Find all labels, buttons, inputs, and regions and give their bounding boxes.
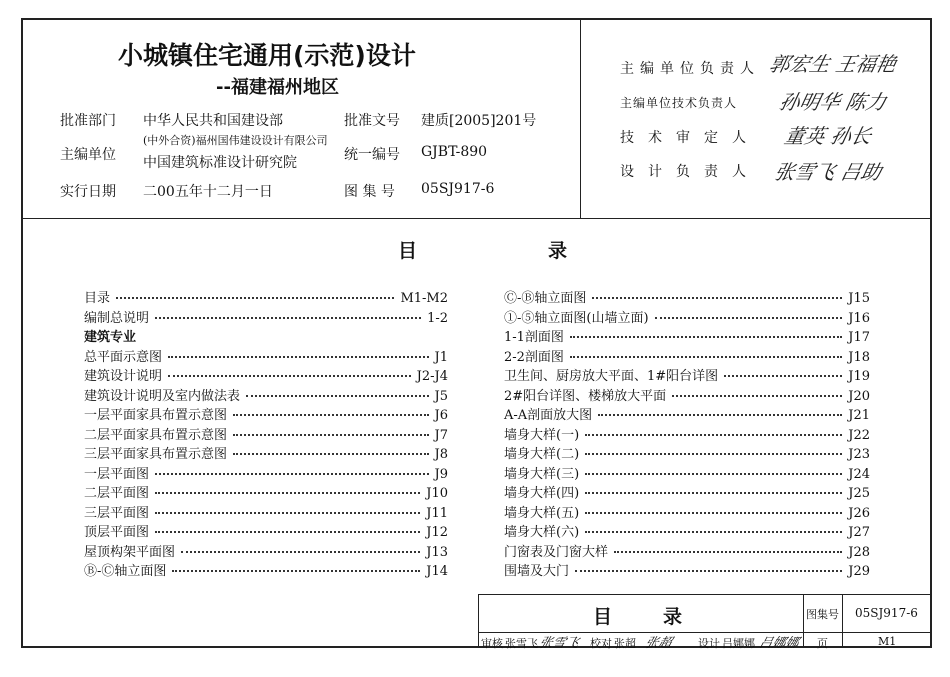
toc-dot-leader bbox=[116, 297, 394, 299]
toc-entry bbox=[504, 541, 870, 561]
toc-entry-page: J2-J4 bbox=[416, 369, 448, 384]
toc-entry-page: J9 bbox=[434, 466, 448, 482]
approval-doc-label: 批准文号 bbox=[344, 113, 400, 129]
check-label: 校对 bbox=[590, 637, 612, 650]
toc-dot-leader bbox=[585, 512, 842, 514]
toc-entry bbox=[504, 482, 870, 502]
toc-entry-page: J22 bbox=[848, 427, 870, 443]
toc-entry-page: J25 bbox=[848, 486, 870, 501]
toc-dot-leader bbox=[172, 570, 420, 572]
toc-entry bbox=[504, 365, 870, 385]
toc-entry bbox=[504, 385, 870, 405]
atlas-no-value: 05SJ917-6 bbox=[855, 606, 918, 620]
titleblock-divider-2 bbox=[842, 594, 843, 648]
toc-entry-title: 1-1剖面图 bbox=[504, 330, 564, 345]
toc-entry bbox=[504, 463, 870, 483]
toc-entry-title: 顶层平面图 bbox=[84, 525, 150, 540]
toc-entry-page: J23 bbox=[848, 447, 870, 462]
tech-head-signature: 孙明华 陈力 bbox=[777, 90, 889, 114]
titleblock-top-line bbox=[478, 594, 932, 595]
toc-section-title: 建筑专业 bbox=[84, 330, 137, 345]
tech-head-role: 主编单位技术负责人 bbox=[620, 96, 738, 110]
toc-entry-page: J19 bbox=[848, 369, 870, 384]
toc-entry-page: J1 bbox=[434, 349, 448, 365]
toc-entry-title: 三层平面家具布置示意图 bbox=[84, 447, 228, 462]
toc-entry-title: Ⓒ-Ⓑ轴立面图 bbox=[504, 291, 587, 306]
toc-entry-title: 建筑设计说明 bbox=[84, 369, 163, 384]
toc-dot-leader bbox=[672, 395, 842, 397]
toc-entry-title: 墙身大样(六) bbox=[504, 525, 580, 540]
titleblock-title-left: 目 bbox=[593, 606, 613, 628]
editor-unit-value-2: 中国建筑标准设计研究院 bbox=[143, 155, 297, 171]
toc-entry bbox=[504, 287, 870, 307]
toc-entry-title: 2-2剖面图 bbox=[504, 349, 564, 365]
titleblock-left-line bbox=[478, 594, 479, 648]
toc-entry-page: J29 bbox=[848, 564, 870, 579]
designer-signature: 吕娜娜 bbox=[757, 636, 801, 651]
effective-date-value: 二00五年十二月一日 bbox=[143, 184, 273, 200]
toc-entry bbox=[84, 287, 448, 307]
toc-dot-leader bbox=[592, 297, 842, 299]
toc-dot-leader bbox=[155, 317, 421, 319]
toc-entry-page: J24 bbox=[848, 466, 870, 482]
toc-entry bbox=[504, 502, 870, 522]
toc-entry bbox=[504, 443, 870, 463]
toc-entry-page: J15 bbox=[848, 291, 870, 306]
toc-entry-title: 门窗表及门窗大样 bbox=[504, 544, 609, 560]
unified-number-value: GJBT-890 bbox=[421, 144, 488, 160]
toc-entry bbox=[84, 521, 448, 541]
toc-entry bbox=[504, 307, 870, 327]
header-column-divider bbox=[580, 18, 581, 218]
toc-entry bbox=[84, 560, 448, 580]
approval-doc-value: 建质[2005]201号 bbox=[421, 113, 537, 129]
toc-entry bbox=[84, 463, 448, 483]
toc-dot-leader bbox=[655, 317, 843, 319]
atlas-no-label: 图集号 bbox=[806, 608, 839, 621]
toc-entry-page: J10 bbox=[426, 486, 448, 501]
design-label: 设计 bbox=[698, 637, 720, 650]
toc-dot-leader bbox=[155, 473, 429, 475]
toc-dot-leader bbox=[233, 434, 429, 436]
toc-entry-title: 围墙及大门 bbox=[504, 564, 570, 579]
titleblock-divider-1 bbox=[803, 594, 804, 648]
toc-entry bbox=[84, 404, 448, 424]
unified-number-label: 统一编号 bbox=[344, 147, 400, 163]
page-label: 页 bbox=[817, 637, 828, 650]
toc-heading-left: 目 bbox=[398, 240, 418, 262]
checker-signature: 张超 bbox=[643, 636, 674, 651]
toc-entry-title: 墙身大样(二) bbox=[504, 447, 580, 462]
header-divider bbox=[21, 218, 932, 219]
toc-dot-leader bbox=[181, 551, 420, 553]
toc-dot-leader bbox=[570, 336, 842, 338]
toc-entry-page: J26 bbox=[848, 505, 870, 521]
tech-review-signature: 董英 孙长 bbox=[782, 124, 874, 148]
toc-entry-title: 三层平面图 bbox=[84, 505, 150, 521]
page-value: M1 bbox=[878, 635, 897, 648]
toc-entry-page: J21 bbox=[848, 408, 870, 423]
toc-entry-page: J11 bbox=[426, 505, 448, 521]
toc-entry-title: 墙身大样(一) bbox=[504, 427, 580, 443]
titleblock-title-right: 录 bbox=[663, 606, 683, 628]
toc-entry bbox=[504, 326, 870, 346]
toc-dot-leader bbox=[168, 375, 411, 377]
toc-dot-leader bbox=[598, 414, 842, 416]
toc-dot-leader bbox=[575, 570, 842, 572]
toc-entry-title: 墙身大样(三) bbox=[504, 466, 580, 482]
checker-name: 张超 bbox=[614, 637, 636, 650]
toc-dot-leader bbox=[155, 531, 420, 533]
atlas-number-label: 图 集 号 bbox=[344, 184, 395, 200]
approval-department-value: 中华人民共和国建设部 bbox=[143, 113, 283, 129]
toc-entry bbox=[84, 346, 448, 366]
editor-unit-value-1: (中外合资)福州国伟建设设计有限公司 bbox=[143, 134, 328, 147]
toc-entry bbox=[84, 482, 448, 502]
document-subtitle: --福建福州地区 bbox=[216, 77, 339, 98]
toc-entry bbox=[84, 365, 448, 385]
toc-entry-title: 墙身大样(四) bbox=[504, 486, 580, 501]
toc-entry bbox=[504, 346, 870, 366]
toc-entry-title: 总平面示意图 bbox=[84, 349, 163, 365]
toc-dot-leader bbox=[585, 453, 842, 455]
toc-dot-leader bbox=[570, 356, 842, 358]
toc-dot-leader bbox=[246, 395, 429, 397]
toc-entry-title: 2#阳台详图、楼梯放大平面 bbox=[504, 388, 667, 404]
toc-dot-leader bbox=[233, 453, 429, 455]
toc-entry-title: 屋顶构架平面图 bbox=[84, 544, 176, 560]
editor-unit-head-role: 主编单位负责人 bbox=[620, 61, 760, 77]
toc-entry bbox=[504, 404, 870, 424]
toc-entry-page: J16 bbox=[848, 310, 870, 326]
design-head-role: 设计负责人 bbox=[620, 164, 760, 180]
toc-entry-page: J6 bbox=[434, 408, 448, 423]
toc-dot-leader bbox=[168, 356, 429, 358]
toc-entry-page: J12 bbox=[426, 525, 448, 540]
toc-entry bbox=[84, 307, 448, 327]
toc-entry-page: J8 bbox=[434, 447, 448, 462]
approval-department-label: 批准部门 bbox=[60, 113, 116, 129]
toc-dot-leader bbox=[614, 551, 842, 553]
toc-entry-page: J18 bbox=[848, 349, 870, 365]
toc-dot-leader bbox=[585, 492, 842, 494]
toc-entry bbox=[84, 443, 448, 463]
toc-entry-title: 二层平面图 bbox=[84, 486, 150, 501]
toc-entry bbox=[504, 424, 870, 444]
toc-entry-page: J7 bbox=[434, 427, 448, 443]
toc-entry-page: J17 bbox=[848, 330, 870, 345]
toc-dot-leader bbox=[155, 492, 420, 494]
toc-entry-page: 1-2 bbox=[427, 310, 448, 326]
toc-entry-title: 编制总说明 bbox=[84, 310, 150, 326]
toc-entry-page: J13 bbox=[426, 544, 448, 560]
toc-entry-title: 一层平面图 bbox=[84, 466, 150, 482]
toc-entry bbox=[84, 424, 448, 444]
toc-entry-title: 建筑设计说明及室内做法表 bbox=[84, 388, 241, 404]
toc-entry bbox=[84, 385, 448, 405]
toc-entry-title: 墙身大样(五) bbox=[504, 505, 580, 521]
toc-entry bbox=[84, 502, 448, 522]
toc-dot-leader bbox=[233, 414, 429, 416]
toc-dot-leader bbox=[585, 531, 842, 533]
effective-date-label: 实行日期 bbox=[60, 184, 116, 200]
toc-entry-page: J5 bbox=[434, 388, 448, 404]
atlas-number-value: 05SJ917-6 bbox=[421, 181, 495, 197]
toc-dot-leader bbox=[585, 434, 842, 436]
toc-entry bbox=[84, 326, 448, 346]
reviewer-name: 张雪飞 bbox=[505, 637, 538, 650]
toc-entry-title: 一层平面家具布置示意图 bbox=[84, 408, 228, 423]
toc-entry bbox=[504, 521, 870, 541]
toc-dot-leader bbox=[155, 512, 420, 514]
toc-entry-page: J28 bbox=[848, 544, 870, 560]
toc-entry-title: Ⓑ-Ⓒ轴立面图 bbox=[84, 564, 167, 579]
design-head-signature: 张雪飞 吕助 bbox=[772, 160, 884, 184]
toc-entry-title: 卫生间、厨房放大平面、1#阳台详图 bbox=[504, 369, 719, 384]
tech-review-role: 技术审定人 bbox=[620, 130, 760, 146]
toc-dot-leader bbox=[585, 473, 842, 475]
editor-unit-head-signature: 郭宏生 王福艳 bbox=[767, 52, 899, 76]
editor-unit-label: 主编单位 bbox=[60, 147, 116, 163]
toc-entry-title: 目录 bbox=[84, 291, 111, 306]
toc-entry-title: 二层平面家具布置示意图 bbox=[84, 427, 228, 443]
toc-entry bbox=[504, 560, 870, 580]
toc-entry-title: ①-⑤轴立面图(山墙立面) bbox=[504, 310, 649, 326]
toc-entry-page: J14 bbox=[426, 564, 448, 579]
toc-dot-leader bbox=[724, 375, 842, 377]
toc-entry-page: M1-M2 bbox=[400, 291, 448, 306]
toc-entry-page: J27 bbox=[848, 525, 870, 540]
toc-entry bbox=[84, 541, 448, 561]
document-title: 小城镇住宅通用(示范)设计 bbox=[118, 41, 416, 70]
review-label: 审核 bbox=[481, 637, 503, 650]
designer-name: 吕娜娜 bbox=[722, 637, 755, 650]
toc-heading-right: 录 bbox=[548, 240, 568, 262]
toc-entry-page: J20 bbox=[848, 388, 870, 404]
toc-entry-title: A-A剖面放大图 bbox=[504, 408, 593, 423]
reviewer-signature: 张雪飞 bbox=[537, 636, 581, 651]
